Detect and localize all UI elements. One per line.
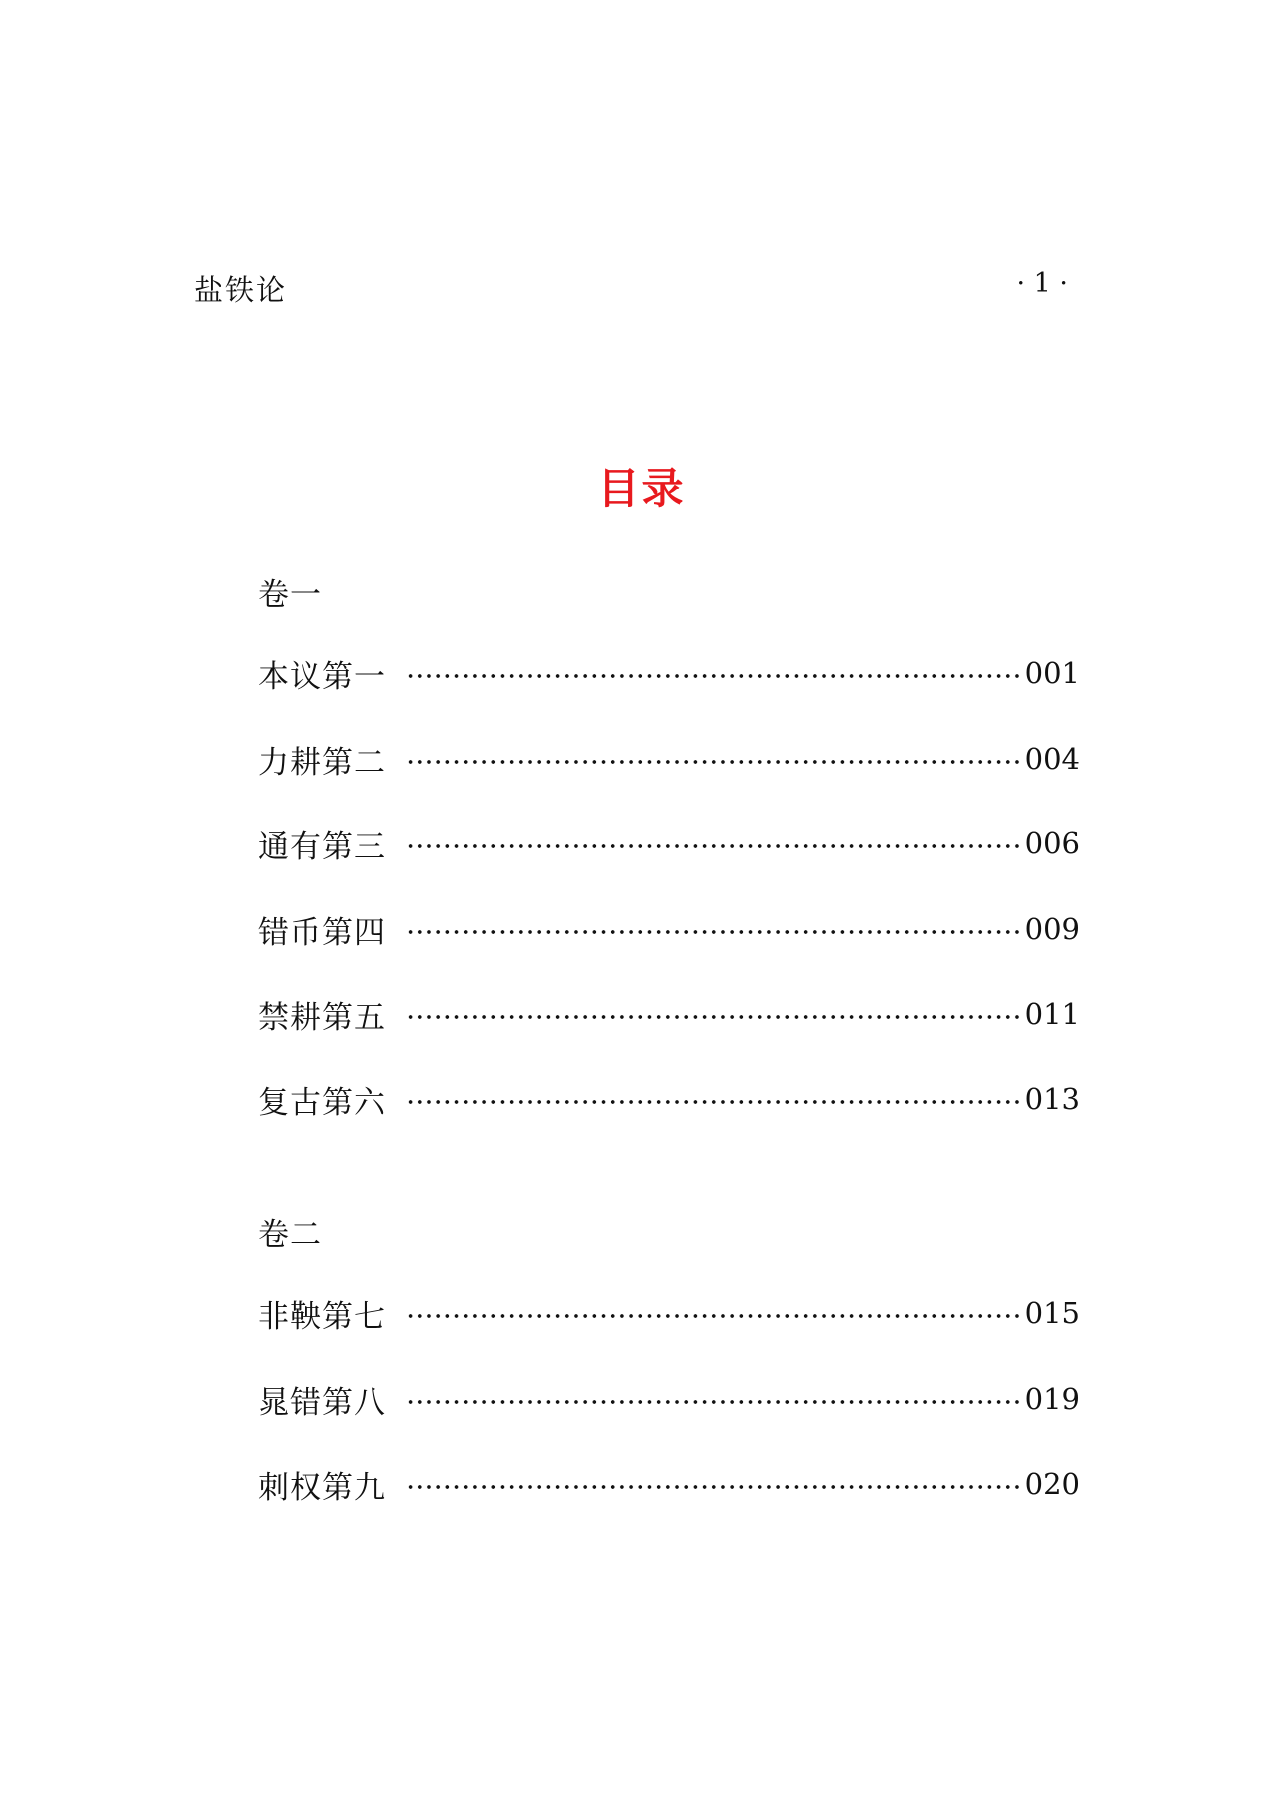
toc-entry-page: 011 xyxy=(1024,997,1080,1031)
toc-entry-title: 通有第三 xyxy=(258,828,386,865)
toc-entry-title: 复古第六 xyxy=(258,1084,386,1121)
page-header xyxy=(194,268,1068,308)
volume-title: 卷二 xyxy=(258,1217,322,1253)
toc-heading: 目录 xyxy=(597,464,686,513)
dot-leader xyxy=(406,1314,1023,1318)
toc-entry-title: 力耕第二 xyxy=(258,744,386,781)
dot-leader xyxy=(406,760,1023,764)
toc-entry-page: 020 xyxy=(1024,1467,1080,1501)
toc-entry-page: 006 xyxy=(1024,826,1080,860)
dot-leader xyxy=(406,1100,1023,1104)
toc-entry-title: 晁错第八 xyxy=(258,1384,386,1421)
toc-entry[interactable] xyxy=(258,1077,1080,1121)
volume-title: 卷一 xyxy=(258,577,322,613)
toc-entry-title: 错币第四 xyxy=(258,914,386,951)
dot-leader xyxy=(406,1485,1023,1489)
dot-leader xyxy=(406,844,1023,848)
toc-entry-page: 013 xyxy=(1024,1082,1080,1116)
toc-entry-title: 非鞅第七 xyxy=(258,1298,386,1335)
toc-entry[interactable] xyxy=(258,651,1080,695)
toc-entry[interactable] xyxy=(258,1462,1080,1506)
toc-entry-page: 015 xyxy=(1024,1296,1080,1330)
toc-entry[interactable] xyxy=(258,737,1080,781)
dot-leader xyxy=(406,1015,1023,1019)
toc-entry-title: 刺权第九 xyxy=(258,1469,386,1506)
toc-entry[interactable] xyxy=(258,821,1080,865)
toc-entry[interactable] xyxy=(258,1291,1080,1335)
toc-entry[interactable] xyxy=(258,992,1080,1036)
toc-entry-title: 本议第一 xyxy=(258,658,386,695)
dot-leader xyxy=(406,930,1023,934)
toc-entry-title: 禁耕第五 xyxy=(258,999,386,1036)
dot-leader xyxy=(406,674,1023,678)
toc-entry-page: 009 xyxy=(1024,912,1080,946)
dot-leader xyxy=(406,1400,1023,1404)
page-number: · 1 · xyxy=(1016,268,1068,299)
toc-entry-page: 019 xyxy=(1024,1382,1080,1416)
toc-entry[interactable] xyxy=(258,907,1080,951)
toc-entry-page: 004 xyxy=(1024,742,1080,776)
running-title: 盐铁论 xyxy=(194,273,288,307)
toc-entry-page: 001 xyxy=(1024,656,1080,690)
toc-entry[interactable] xyxy=(258,1377,1080,1421)
